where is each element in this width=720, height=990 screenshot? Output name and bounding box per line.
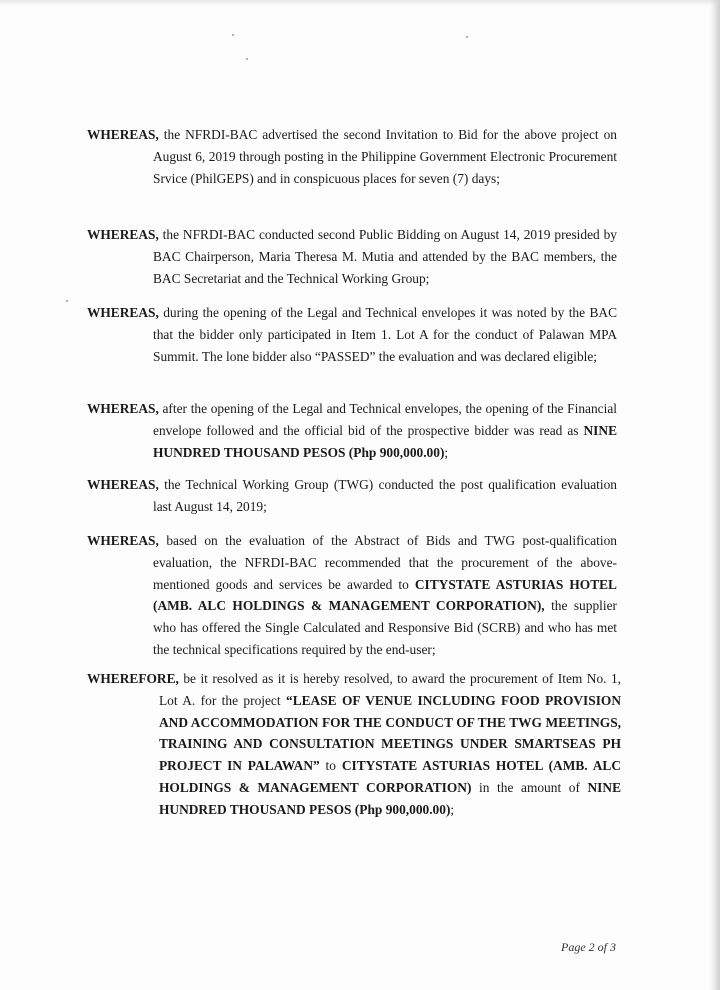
whereas-paragraph-1	[87, 124, 617, 189]
scan-speck	[66, 300, 68, 302]
scan-edge-top	[0, 0, 720, 6]
paragraph-tail: ;	[450, 801, 455, 817]
paragraph-lead: WHEREAS,	[87, 227, 159, 242]
scan-speck	[466, 36, 468, 38]
page-number: Page 2 of 3	[561, 940, 616, 954]
scan-speck	[232, 34, 234, 36]
whereas-paragraph-4	[87, 398, 617, 463]
paragraph-tail: ;	[444, 444, 449, 460]
paragraph-lead: WHEREAS,	[87, 305, 159, 320]
paragraph-tail: the supplier who has offered the Single Calculated and Responsive Bid (SCRB) and who has met the technical specifications required by the end-user;	[153, 598, 617, 657]
whereas-paragraph-3	[87, 302, 617, 367]
paragraph-text: be it resolved as it is hereby resolved, to award the procurement of Item No. 1, Lot A. for the project	[159, 671, 621, 708]
paragraph-lead: WHEREAS,	[87, 127, 159, 142]
paragraph-text: the NFRDI-BAC advertised the second Invitation to Bid for the above project on August 6, 2019 through posting in the Philippine Government Electronic Procurement Srvice (PhilGEPS) and in conspicuous places for seven (7) days;	[153, 127, 617, 186]
whereas-paragraph-6	[87, 530, 617, 661]
paragraph-text: the Technical Working Group (TWG) conducted the post qualification evaluation last August 14, 2019;	[153, 477, 617, 514]
paragraph-mid: to	[319, 758, 342, 774]
paragraph-lead: WHEREAS,	[87, 401, 159, 416]
paragraph-text: after the opening of the Legal and Technical envelopes, the opening of the Financial envelope followed and the official bid of the prospective bidder was read as	[153, 401, 617, 438]
paragraph-lead: WHEREAS,	[87, 477, 159, 492]
awarded-supplier: CITYSTATE ASTURIAS HOTEL (AMB. ALC HOLDINGS & MANAGEMENT CORPORATION),	[153, 576, 617, 614]
bid-amount: NINE HUNDRED THOUSAND PESOS (Php 900,000.00)	[153, 422, 617, 460]
scan-speck	[246, 58, 248, 60]
award-amount: NINE HUNDRED THOUSAND PESOS (Php 900,000.00)	[159, 779, 621, 817]
whereas-paragraph-2	[87, 224, 617, 289]
paragraph-text: during the opening of the Legal and Technical envelopes it was noted by the BAC that the bidder only participated in Item 1. Lot A for the conduct of Palawan MPA Summit. The lone bidder also “PASSED” the evaluation and was declared eligible;	[153, 305, 617, 364]
paragraph-lead: WHEREAS,	[87, 533, 159, 548]
project-title: “LEASE OF VENUE INCLUDING FOOD PROVISION AND ACCOMMODATION FOR THE CONDUCT OF THE TWG MEETINGS, TRAINING AND CONSULTATION MEETINGS UNDER SMARTSEAS PH PROJECT IN PALAWAN”	[159, 692, 621, 774]
scan-edge-right	[710, 0, 720, 990]
paragraph-mid: in the amount of	[471, 779, 588, 795]
wherefore-paragraph	[87, 668, 621, 821]
whereas-paragraph-5	[87, 474, 617, 518]
paragraph-lead: WHEREFORE,	[87, 671, 179, 686]
awarded-supplier: CITYSTATE ASTURIAS HOTEL (AMB. ALC HOLDINGS & MANAGEMENT CORPORATION)	[159, 758, 621, 795]
paragraph-text: the NFRDI-BAC conducted second Public Bidding on August 14, 2019 presided by BAC Chairperson, Maria Theresa M. Mutia and attended by the BAC members, the BAC Secretariat and the Technical Working Group;	[153, 227, 617, 286]
paragraph-text: based on the evaluation of the Abstract of Bids and TWG post-qualification evaluation, the NFRDI-BAC recommended that the procurement of the above-mentioned goods and services be awarded to	[153, 533, 617, 592]
